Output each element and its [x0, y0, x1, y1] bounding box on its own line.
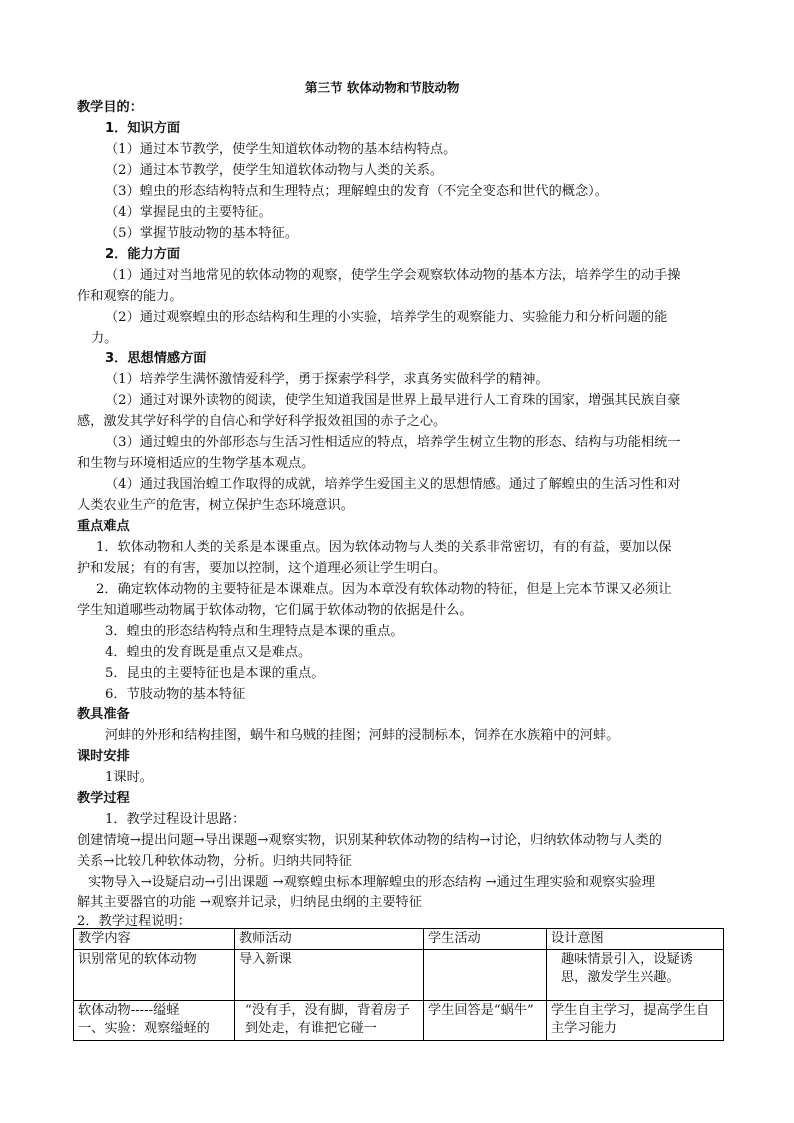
section-heading: 课时安排: [77, 749, 130, 764]
section-heading: 1．知识方面: [105, 121, 181, 136]
table-header-cell: 学生活动: [424, 929, 547, 950]
paragraph-line: 河蚌的外形和结构挂图，蜗牛和乌贼的挂图；河蚌的浸制标本，饲养在水族箱中的河蚌。: [105, 728, 620, 743]
section-heading: 3．思想情感方面: [105, 351, 207, 366]
paragraph-line: （4）通过我国治蝗工作取得的成就，培养学生爱国主义的思想情感。通过了解蝗虫的生活习性和对: [105, 477, 681, 492]
paragraph-line: 5．昆虫的主要特征也是本课的重点。: [105, 666, 325, 681]
paragraph-line: 人类农业生产的危害，树立保护生态环境意识。: [77, 498, 354, 513]
paragraph-line: 解其主要器官的功能 →观察并记录，归纳昆虫纲的主要特征: [77, 895, 422, 910]
paragraph-line: 4．蝗虫的发育既是重点又是难点。: [105, 645, 312, 660]
paragraph-line: 1课时。: [105, 770, 153, 785]
paragraph-line: 1．教学过程设计思路：: [105, 812, 246, 827]
table-cell: 识别常见的软体动物: [74, 950, 235, 1001]
paragraph-line: 感，激发其学好科学的自信心和学好科学报效祖国的赤子之心。: [77, 414, 447, 429]
paragraph-line: 创建情境→提出问题→导出课题→观察实物，识别某种软体动物的结构→讨论，归纳软体动物与人类的: [77, 833, 662, 848]
paragraph-line: 实物导入→设疑启动→引出课题 →观察蝗虫标本理解蝗虫的形态结构 →通过生理实验和观察实验理: [88, 875, 655, 890]
paragraph-line: （2）通过观察蝗虫的形态结构和生理的小实验，培养学生的观察能力、实验能力和分析问题的能: [105, 310, 668, 325]
section-heading: 重点难点: [77, 519, 130, 534]
paragraph-line: （2）通过对课外读物的阅读，使学生知道我国是世界上最早进行人工育珠的国家，增强其民族自豪: [105, 393, 681, 408]
paragraph-line: 6．节肢动物的基本特征: [105, 687, 246, 702]
paragraph-line: （3）蝗虫的形态结构特点和生理特点；理解蝗虫的发育（不完全变态和世代的概念）。: [105, 184, 608, 199]
paragraph-line: 和生物与环境相适应的生物学基本观点。: [77, 456, 315, 471]
table-cell: 软体动物-----缢蛏 一、实验：观察缢蛏的: [74, 1001, 235, 1041]
table-cell: 学生自主学习，提高学生自主学习能力: [547, 1001, 724, 1041]
table-row: [74, 950, 724, 1001]
paragraph-line: 3．蝗虫的形态结构特点和生理特点是本课的重点。: [105, 624, 404, 639]
paragraph-line: 关系→比较几种软体动物，分析。归纳共同特征: [77, 854, 352, 869]
paragraph-line: 学生知道哪些动物属于软体动物，它们属于软体动物的依据是什么。: [77, 603, 473, 618]
table-cell: “没有手，没有脚，背着房子到处走，有谁把它碰一: [235, 1001, 424, 1041]
paragraph-line: 2．教学过程说明：: [77, 914, 191, 929]
table-cell: 趣味情景引入，设疑诱思，激发学生兴趣。: [547, 950, 724, 1001]
table-cell: 导入新课: [235, 950, 424, 1001]
teaching-process-table: [73, 928, 724, 1041]
paragraph-line: 1．软体动物和人类的关系是本课重点。因为软体动物与人类的关系非常密切，有的有益，要加以保: [96, 540, 672, 555]
section-heading: 2．能力方面: [105, 247, 181, 262]
paragraph-line: （1）通过本节教学，使学生知道软体动物的基本结构特点。: [105, 142, 457, 157]
section-heading: 教学过程: [77, 791, 130, 806]
paragraph-line: （2）通过本节教学，使学生知道软体动物与人类的关系。: [105, 163, 444, 178]
paragraph-line: （5）掌握节肢动物的基本特征。: [105, 226, 299, 241]
table-header-cell: 教学内容: [74, 929, 235, 950]
table-cell: 学生回答是“蜗牛”: [424, 1001, 547, 1041]
section-heading: 教具准备: [77, 707, 130, 722]
table-header-row: [74, 929, 724, 950]
section-heading: 教学目的：: [77, 100, 143, 115]
paragraph-line: （4）掌握昆虫的主要特征。: [105, 205, 272, 220]
table-header-cell: 设计意图: [547, 929, 724, 950]
table-row: [74, 1001, 724, 1041]
paragraph-line: 2．确定软体动物的主要特征是本课难点。因为本章没有软体动物的特征，但是上完本节课又必须让: [96, 582, 672, 597]
paragraph-line: （1）培养学生满怀激情爱科学，勇于探索学科学，求真务实做科学的精神。: [105, 372, 549, 387]
paragraph-line: （3）通过蝗虫的外部形态与生活习性相适应的特点，培养学生树立生物的形态、结构与功能相统一: [105, 435, 681, 450]
paragraph-line: 力。: [91, 331, 118, 346]
paragraph-line: 作和观察的能力。: [77, 289, 183, 304]
page-title: 第三节 软体动物和节肢动物: [305, 80, 460, 95]
paragraph-line: 护和发展；有的有害，要加以控制，这个道理必须让学生明白。: [77, 561, 447, 576]
table-header-cell: 教师活动: [235, 929, 424, 950]
table-cell: [424, 950, 547, 1001]
paragraph-line: （1）通过对当地常见的软体动物的观察，使学生学会观察软体动物的基本方法，培养学生的动手操: [105, 268, 681, 283]
